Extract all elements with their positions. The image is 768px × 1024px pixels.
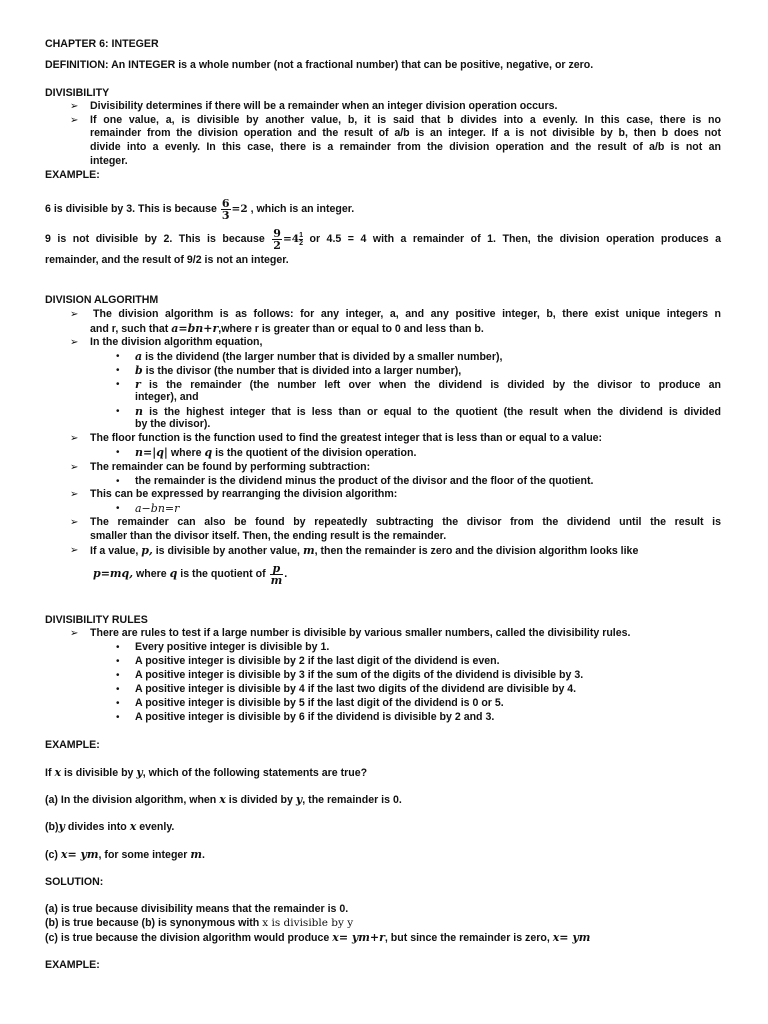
example-label: EXAMPLE: [45, 739, 100, 751]
period: . [284, 568, 288, 580]
var-x: x [129, 820, 137, 833]
var-y: y [136, 766, 143, 779]
rule-item: Every positive integer is divisible by 1. [135, 641, 330, 653]
fraction-denominator: 2 [299, 239, 303, 247]
text: , for some integer [98, 849, 188, 861]
fraction-six-thirds [221, 198, 231, 221]
var-x: x [54, 766, 61, 779]
division-algorithm-bullet-3: The floor function is the function used to find the greatest integer that is less than or equal to a value: [90, 432, 603, 444]
var-a: a [135, 350, 143, 363]
text: is the divisor (the number that is divided into a larger number), [145, 365, 462, 377]
fraction-p-over-m [270, 563, 284, 586]
division-algorithm-bullet-6-line-1: The remainder can also be found by repeatedly subtracting the divisor from the dividend until the result is [90, 516, 721, 528]
question-text [45, 766, 367, 780]
division-algorithm-bullet-7-line-1 [90, 544, 638, 558]
equation-a-bn-r-rearranged: a−bn=r [135, 502, 180, 515]
text: If [45, 767, 52, 779]
text: If a value, [90, 545, 139, 557]
sub-bullet-quotient-line-2: by the divisor). [135, 418, 211, 430]
example-1-tail: , which is an integer. [250, 203, 355, 215]
definition-text: DEFINITION: An INTEGER is a whole number (not a fractional number) that can be positive, negative, or zero. [45, 59, 594, 71]
bullet-dot-icon: • [116, 656, 120, 667]
text: is the dividend (the larger number that is divided by a smaller number), [145, 351, 503, 363]
var-y: y [58, 820, 65, 833]
divisibility-rules-heading: DIVISIBILITY RULES [45, 614, 148, 626]
bullet-dot-icon: • [116, 642, 120, 653]
fraction-denominator: 3 [221, 208, 230, 222]
divisibility-bullet-2-line-3: divide into a evenly. In this case, there is a remainder from the division operation and the result of a/b is not an [90, 141, 721, 153]
example-label: EXAMPLE: [45, 959, 100, 971]
text: where [170, 447, 202, 459]
equation-floor: n=|q| [135, 446, 168, 459]
text: , the remainder is 0. [302, 794, 402, 806]
arrow-bullet-icon: ➢ [70, 462, 79, 473]
example-2-tail: or 4.5 = 4 with a remainder of 1. Then, the division operation produces a [309, 233, 721, 245]
fraction-denominator: m [270, 573, 283, 587]
sub-bullet-remainder-line-1 [135, 378, 721, 392]
text: is the highest integer that is less than or equal to the quotient (the result when the dividend is divided [149, 406, 721, 418]
arrow-bullet-icon: ➢ [70, 433, 79, 444]
arrow-bullet-icon: ➢ [70, 101, 79, 112]
var-m: m [190, 848, 203, 861]
var-q: q [169, 567, 178, 580]
solution-label: SOLUTION: [45, 876, 104, 888]
text: is divisible by [63, 767, 134, 779]
statement-b [45, 820, 174, 834]
rule-item: A positive integer is divisible by 6 if the dividend is divisible by 2 and 3. [135, 711, 495, 723]
division-algorithm-heading: DIVISION ALGORITHM [45, 294, 159, 306]
text: evenly. [139, 821, 175, 833]
bullet-dot-icon: • [116, 447, 120, 458]
text: divides into [67, 821, 127, 833]
divisibility-rules-intro: There are rules to test if a large number is divisible by various smaller numbers, called the divisibility rules. [90, 627, 631, 639]
bullet-dot-icon: • [116, 365, 120, 376]
division-algorithm-bullet-4: The remainder can be found by performing subtraction: [90, 461, 371, 473]
division-algorithm-bullet-7-line-2 [93, 560, 287, 588]
sub-bullet-divisor [135, 364, 461, 378]
var-b: b [135, 364, 143, 377]
text: ,where r is greater than or equal to 0 and less than b. [218, 323, 484, 335]
example-1-text: 6 is divisible by 3. This is because [45, 203, 217, 215]
rule-item: A positive integer is divisible by 5 if the last digit of the dividend is 0 or 5. [135, 697, 504, 709]
bullet-dot-icon: • [116, 712, 120, 723]
example-2 [45, 224, 721, 254]
text: where [136, 568, 167, 580]
rule-item: A positive integer is divisible by 4 if the last two digits of the dividend are divisible by 4. [135, 683, 577, 695]
division-algorithm-bullet-1-line-1: The division algorithm is as follows: for any integer, a, and any positive integer, b, there exist unique integers n [93, 308, 721, 320]
text: , which of the following statements are true? [142, 767, 368, 779]
solution-line-1: (a) is true because divisibility means that the remainder is 0. [45, 903, 349, 915]
division-algorithm-bullet-2: In the division algorithm equation, [90, 336, 263, 348]
var-y: y [295, 793, 303, 806]
bullet-dot-icon: • [116, 379, 120, 390]
solution-line-3 [45, 931, 590, 945]
chapter-title: CHAPTER 6: INTEGER [45, 38, 159, 50]
text: is the remainder (the number left over when the dividend is divided by the divisor to produce an [149, 379, 721, 391]
bullet-dot-icon: • [116, 698, 120, 709]
sub-bullet-subtraction: the remainder is the dividend minus the product of the divisor and the floor of the quotient. [135, 475, 594, 487]
arrow-bullet-icon: ➢ [70, 309, 79, 320]
arrow-bullet-icon: ➢ [70, 517, 79, 528]
text: is divided by [228, 794, 293, 806]
divisibility-bullet-2-line-1: If one value, a, is divisible by another value, b, it is said that b divides into a evenly. In this case, there is no [90, 114, 721, 126]
serif-phrase: x is divisible by y [262, 917, 354, 929]
arrow-bullet-icon: ➢ [70, 115, 79, 126]
equation-a-bn-r: a=bn+r [171, 322, 219, 335]
equals-two: =2 [231, 203, 248, 215]
bullet-dot-icon: • [116, 406, 120, 417]
arrow-bullet-icon: ➢ [70, 489, 79, 500]
text: (b) [45, 821, 59, 833]
equation-x-ym-r: x= ym+r [332, 931, 385, 944]
arrow-bullet-icon: ➢ [70, 337, 79, 348]
divisibility-heading: DIVISIBILITY [45, 87, 110, 99]
var-n: n [135, 405, 143, 418]
equation-x-ym: x= ym [60, 848, 99, 861]
bullet-dot-icon: • [116, 684, 120, 695]
text: (c) [45, 849, 58, 861]
text: is the quotient of the division operation. [215, 447, 417, 459]
arrow-bullet-icon: ➢ [70, 545, 79, 556]
rule-item: A positive integer is divisible by 3 if the sum of the digits of the dividend is divisible by 3. [135, 669, 584, 681]
statement-c [45, 848, 205, 862]
divisibility-bullet-1: Divisibility determines if there will be a remainder when an integer division operation occurs. [90, 100, 558, 112]
text: (b) is true because (b) is synonymous with [45, 917, 260, 929]
var-r: r [135, 378, 141, 391]
rule-item: A positive integer is divisible by 2 if the last digit of the dividend is even. [135, 655, 500, 667]
mixed-fraction-half [299, 232, 303, 247]
sub-bullet-dividend [135, 350, 502, 364]
var-m: m [302, 544, 315, 557]
bullet-dot-icon: • [116, 503, 120, 514]
fraction-numerator: 1 [299, 231, 303, 239]
fraction-numerator: 9 [273, 226, 281, 240]
var-q: q [204, 446, 213, 459]
sub-bullet-quotient-line-1 [135, 405, 721, 419]
text: and r, such that [90, 323, 169, 335]
example-2-text: 9 is not divisible by 2. This is because [45, 233, 265, 245]
text: is divisible by another value, [155, 545, 300, 557]
var-p: p, [141, 544, 153, 557]
example-label: EXAMPLE: [45, 169, 100, 181]
divisibility-bullet-2-line-2: remainder from the division operation and the result of a/b is an integer. If a is not divisible by b, then b does not [90, 127, 721, 139]
example-1 [45, 194, 354, 224]
arrow-bullet-icon: ➢ [70, 628, 79, 639]
text: is the quotient of [180, 568, 266, 580]
bullet-dot-icon: • [116, 670, 120, 681]
text: (c) is true because the division algorithm would produce [45, 932, 330, 944]
period: . [202, 849, 205, 861]
text: , then the remainder is zero and the division algorithm looks like [314, 545, 639, 557]
fraction-nine-halves [272, 228, 282, 251]
sub-bullet-rearranged [135, 502, 179, 516]
text: , but since the remainder is zero, [384, 932, 550, 944]
fraction-numerator: 6 [221, 196, 230, 210]
text: (a) In the division algorithm, when [45, 794, 217, 806]
divisibility-bullet-2-line-4: integer. [90, 155, 128, 167]
solution-line-2 [45, 917, 353, 930]
fraction-numerator: p [270, 563, 284, 575]
statement-a [45, 793, 402, 807]
equation-p-mq: p=mq, [93, 567, 134, 580]
example-2-line-2: remainder, and the result of 9/2 is not an integer. [45, 254, 289, 266]
equals-four: =4 [282, 233, 300, 245]
division-algorithm-bullet-1-line-2 [90, 322, 484, 336]
fraction-denominator: 2 [273, 238, 281, 252]
sub-bullet-remainder-line-2: integer), and [135, 391, 199, 403]
var-x: x [219, 793, 226, 806]
bullet-dot-icon: • [116, 351, 120, 362]
equation-x-ym: x= ym [552, 931, 591, 944]
sub-bullet-floor [135, 446, 416, 460]
bullet-dot-icon: • [116, 476, 120, 487]
division-algorithm-bullet-6-line-2: smaller than the divisor itself. Then, the ending result is the remainder. [90, 530, 447, 542]
division-algorithm-bullet-5: This can be expressed by rearranging the division algorithm: [90, 488, 398, 500]
